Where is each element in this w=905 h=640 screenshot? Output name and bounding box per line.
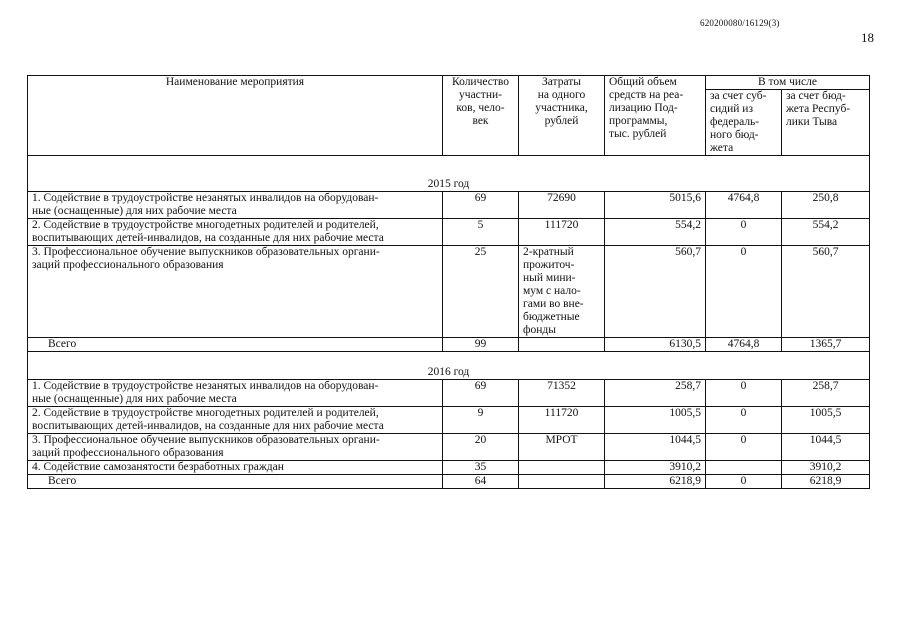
table-row xyxy=(28,246,870,338)
spacer-cell xyxy=(28,352,870,367)
header-count: Количество участни- ков, чело- век xyxy=(443,76,519,156)
row-republic: 250,8 xyxy=(782,192,870,219)
row-cost: МРОТ xyxy=(519,434,605,461)
row-total: 554,2 xyxy=(605,219,706,246)
year-row xyxy=(28,178,870,192)
total-cost xyxy=(519,475,605,489)
row-federal: 0 xyxy=(706,434,782,461)
row-cost: 111720 xyxy=(519,219,605,246)
row-name: 2. Содействие в трудоустройстве многодетных родителей и родителей, воспитывающих детей-инвалидов, на созданные для них рабочие места xyxy=(28,219,443,246)
row-republic: 554,2 xyxy=(782,219,870,246)
total-cost xyxy=(519,338,605,352)
year-label: 2015 год xyxy=(28,178,870,192)
row-cost: 111720 xyxy=(519,407,605,434)
row-total: 3910,2 xyxy=(605,461,706,475)
row-name: 2. Содействие в трудоустройстве многодетных родителей и родителей, воспитывающих детей-инвалидов, на созданные для них рабочие места xyxy=(28,407,443,434)
row-republic: 560,7 xyxy=(782,246,870,338)
row-federal: 0 xyxy=(706,407,782,434)
total-republic: 6218,9 xyxy=(782,475,870,489)
row-republic: 1044,5 xyxy=(782,434,870,461)
page-number: 18 xyxy=(861,30,874,45)
total-row xyxy=(28,475,870,489)
table-row xyxy=(28,407,870,434)
row-cost: 71352 xyxy=(519,380,605,407)
row-total: 1044,5 xyxy=(605,434,706,461)
row-total: 560,7 xyxy=(605,246,706,338)
row-cost: 2-кратный прожиточ- ный мини- мум с нало- гами во вне- бюджетные фонды xyxy=(519,246,605,338)
year-label: 2016 год xyxy=(28,366,870,380)
total-count: 99 xyxy=(443,338,519,352)
row-name: 4. Содействие самозанятости безработных граждан xyxy=(28,461,443,475)
row-republic: 1005,5 xyxy=(782,407,870,434)
section-spacer xyxy=(28,352,870,367)
row-count: 20 xyxy=(443,434,519,461)
row-federal xyxy=(706,461,782,475)
row-count: 69 xyxy=(443,192,519,219)
row-federal: 4764,8 xyxy=(706,192,782,219)
row-republic: 3910,2 xyxy=(782,461,870,475)
total-label: Всего xyxy=(28,475,443,489)
table-row xyxy=(28,380,870,407)
row-federal: 0 xyxy=(706,380,782,407)
table-row xyxy=(28,192,870,219)
table-row xyxy=(28,434,870,461)
table-row xyxy=(28,461,870,475)
row-count: 69 xyxy=(443,380,519,407)
total-sum: 6130,5 xyxy=(605,338,706,352)
table-row xyxy=(28,219,870,246)
row-name: 3. Профессиональное обучение выпускников образовательных органи- заций профессионального образования xyxy=(28,246,443,338)
spacer-cell xyxy=(28,156,870,179)
header-total: Общий объем средств на реа- лизацию Под- программы, тыс. рублей xyxy=(605,76,706,156)
header-federal: за счет суб- сидий из федераль- ного бюд- жета xyxy=(706,90,782,156)
row-cost xyxy=(519,461,605,475)
total-count: 64 xyxy=(443,475,519,489)
row-name: 3. Профессиональное обучение выпускников образовательных органи- заций профессионального образования xyxy=(28,434,443,461)
row-cost: 72690 xyxy=(519,192,605,219)
row-count: 9 xyxy=(443,407,519,434)
row-count: 35 xyxy=(443,461,519,475)
total-label: Всего xyxy=(28,338,443,352)
header-row xyxy=(28,76,870,90)
row-federal: 0 xyxy=(706,246,782,338)
row-name: 1. Содействие в трудоустройстве незанятых инвалидов на оборудован- ные (оснащенные) для них рабочие места xyxy=(28,192,443,219)
header-cost: Затраты на одного участника, рублей xyxy=(519,76,605,156)
total-republic: 1365,7 xyxy=(782,338,870,352)
row-name: 1. Содействие в трудоустройстве незанятых инвалидов на оборудован- ные (оснащенные) для них рабочие места xyxy=(28,380,443,407)
header-name: Наименование мероприятия xyxy=(28,76,443,156)
total-federal: 0 xyxy=(706,475,782,489)
row-count: 5 xyxy=(443,219,519,246)
row-total: 1005,5 xyxy=(605,407,706,434)
total-sum: 6218,9 xyxy=(605,475,706,489)
section-spacer xyxy=(28,156,870,179)
budget-table xyxy=(27,75,870,489)
document-code: 620200080/16129(3) xyxy=(700,18,780,28)
total-federal: 4764,8 xyxy=(706,338,782,352)
header-republic: за счет бюд- жета Респуб- лики Тыва xyxy=(782,90,870,156)
row-republic: 258,7 xyxy=(782,380,870,407)
total-row xyxy=(28,338,870,352)
row-total: 258,7 xyxy=(605,380,706,407)
row-total: 5015,6 xyxy=(605,192,706,219)
row-count: 25 xyxy=(443,246,519,338)
row-federal: 0 xyxy=(706,219,782,246)
year-row xyxy=(28,366,870,380)
header-including: В том числе xyxy=(706,76,870,90)
